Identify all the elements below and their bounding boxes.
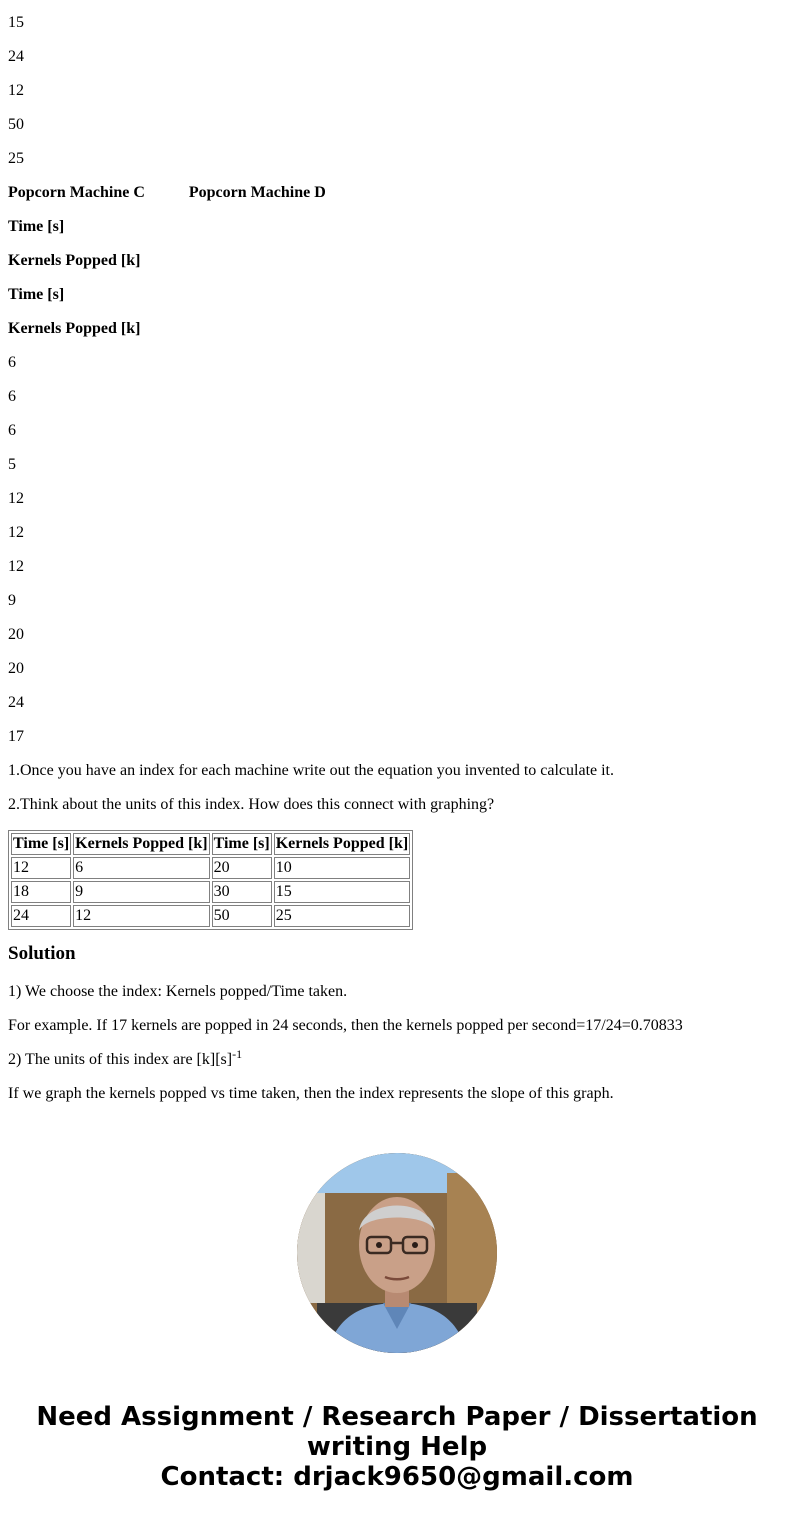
value-line: 12 xyxy=(8,524,24,541)
person-portrait-icon xyxy=(297,1153,497,1353)
table-cell: 12 xyxy=(11,857,71,879)
table-cell: 30 xyxy=(212,881,272,903)
promo-banner xyxy=(0,1402,794,1492)
value-line: 6 xyxy=(8,388,16,405)
solution-units-line xyxy=(8,1047,786,1069)
header-time-d: Time [s] xyxy=(212,833,272,855)
question-1: 1.Once you have an index for each machine write out the equation you invented to calculate it. xyxy=(8,762,614,779)
units-text: 2) The units of this index are [k][s] xyxy=(8,1051,233,1068)
value-line: 20 xyxy=(8,626,24,643)
table-cell: 6 xyxy=(73,857,209,879)
header-kernels-c: Kernels Popped [k] xyxy=(73,833,209,855)
header-time-c: Time [s] xyxy=(11,833,71,855)
value-line: 5 xyxy=(8,456,16,473)
value-line: 24 xyxy=(8,694,24,711)
table-row xyxy=(11,857,410,879)
column-label: Kernels Popped [k] xyxy=(8,320,141,337)
header-kernels-d: Kernels Popped [k] xyxy=(274,833,410,855)
value-line: 20 xyxy=(8,660,24,677)
value-line: 15 xyxy=(8,14,24,31)
question-2: 2.Think about the units of this index. How does this connect with graphing? xyxy=(8,796,495,813)
value-line: 12 xyxy=(8,558,24,575)
table-cell: 24 xyxy=(11,905,71,927)
data-table xyxy=(8,830,413,930)
column-label: Time [s] xyxy=(8,218,65,235)
table-cell: 12 xyxy=(73,905,209,927)
table-cell: 50 xyxy=(212,905,272,927)
solution-line-4: If we graph the kernels popped vs time taken, then the index represents the slope of this graph. xyxy=(8,1085,614,1102)
value-line: 50 xyxy=(8,116,24,133)
table-row xyxy=(11,905,410,927)
value-line: 6 xyxy=(8,422,16,439)
value-line: 24 xyxy=(8,48,24,65)
units-exponent: -1 xyxy=(232,1047,243,1061)
promo-line-2: writing Help xyxy=(306,1432,488,1462)
table-cell: 18 xyxy=(11,881,71,903)
machine-c-label: Popcorn Machine C xyxy=(8,184,145,201)
solution-heading: Solution xyxy=(8,943,76,964)
table-row xyxy=(11,881,410,903)
value-line: 17 xyxy=(8,728,24,745)
machine-d-label: Popcorn Machine D xyxy=(188,184,326,201)
value-line: 12 xyxy=(8,490,24,507)
table-header-row xyxy=(11,833,410,855)
value-line: 25 xyxy=(8,150,24,167)
table-cell: 15 xyxy=(274,881,410,903)
value-line: 12 xyxy=(8,82,24,99)
table-cell: 20 xyxy=(212,857,272,879)
table-cell: 10 xyxy=(274,857,410,879)
solution-line-1: 1) We choose the index: Kernels popped/Time taken. xyxy=(8,983,348,1000)
column-label: Time [s] xyxy=(8,286,65,303)
promo-contact: Contact: drjack9650@gmail.com xyxy=(160,1462,634,1492)
column-label: Kernels Popped [k] xyxy=(8,252,141,269)
table-cell: 9 xyxy=(73,881,209,903)
table-cell: 25 xyxy=(274,905,410,927)
promo-line-1: Need Assignment / Research Paper / Dissertation xyxy=(36,1402,758,1432)
machine-labels xyxy=(8,184,786,202)
value-line: 6 xyxy=(8,354,16,371)
solution-line-2: For example. If 17 kernels are popped in 24 seconds, then the kernels popped per second=17/24=0.70833 xyxy=(8,1017,683,1034)
value-line: 9 xyxy=(8,592,16,609)
avatar xyxy=(297,1153,497,1353)
